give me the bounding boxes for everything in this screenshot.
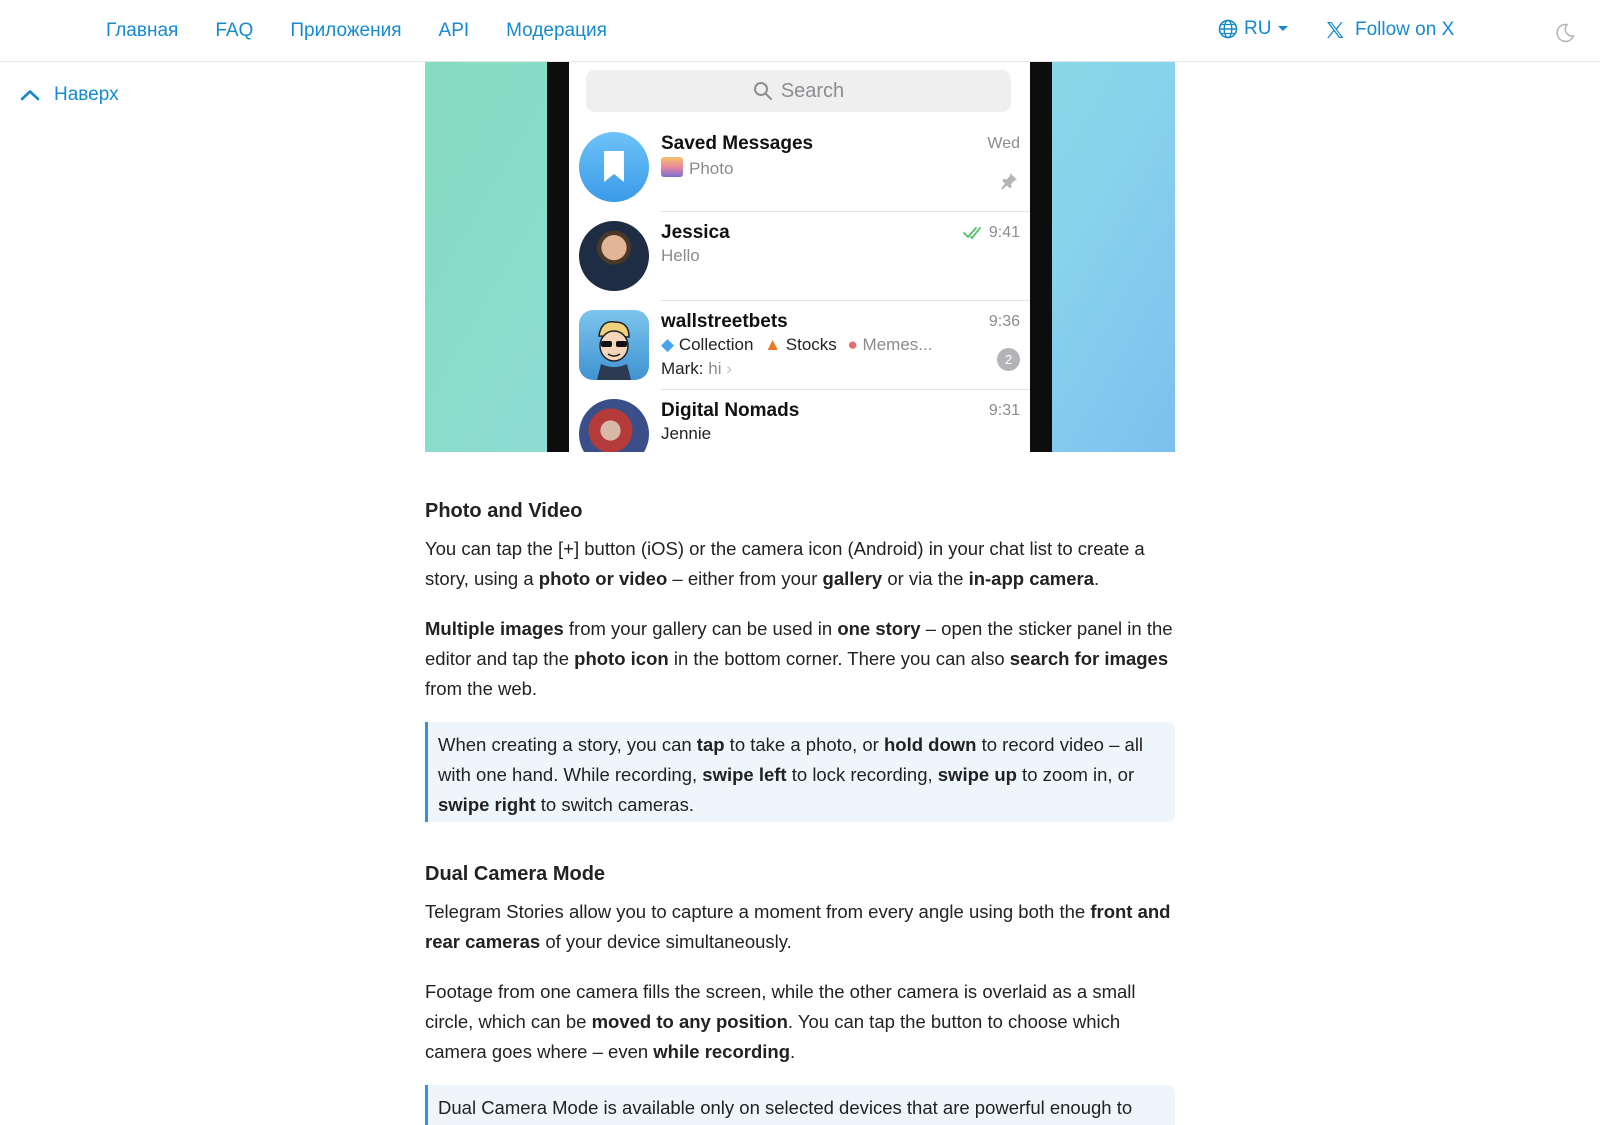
chat-row-jessica xyxy=(569,211,1030,301)
chevron-up-icon xyxy=(20,89,40,101)
caret-down-icon xyxy=(1277,25,1289,33)
chat-time: 9:36 xyxy=(988,313,1020,330)
digital-nomads-avatar xyxy=(579,399,649,452)
stories-hero-image xyxy=(425,62,1175,452)
tip-note-dual-camera: Dual Camera Mode is available only on selected devices that are powerful enough to xyxy=(425,1085,1175,1125)
chat-name: Saved Messages xyxy=(661,133,814,154)
chat-preview: Jennie xyxy=(661,424,712,443)
back-to-top-label: Наверх xyxy=(54,84,119,105)
search-icon xyxy=(753,81,773,101)
diamond-icon: ◆ xyxy=(661,335,675,354)
globe-icon xyxy=(1218,19,1238,39)
phone-screen xyxy=(569,62,1030,452)
follow-on-x-link[interactable] xyxy=(1325,19,1454,41)
follow-label: Follow on X xyxy=(1355,19,1455,40)
chat-preview: Mark: hi › xyxy=(661,359,732,378)
back-to-top-link[interactable] xyxy=(20,84,119,106)
x-logo-icon xyxy=(1325,20,1345,40)
double-check-icon xyxy=(963,226,985,240)
chat-time: 9:41 xyxy=(963,224,1020,242)
chat-time: Wed xyxy=(987,135,1020,152)
pin-icon xyxy=(1000,172,1018,190)
chat-row-digital-nomads xyxy=(569,389,1030,452)
nav-faq[interactable]: FAQ xyxy=(215,20,254,41)
chat-name: Digital Nomads xyxy=(661,400,800,421)
chat-preview: Photo xyxy=(661,157,733,179)
saved-messages-avatar xyxy=(579,132,649,202)
chat-search-bar xyxy=(586,70,1011,112)
paragraph-dual-camera-2: Footage from one camera fills the screen, while the other camera is overlaid as a small circle, which can be moved to any position. You can tap the button to choose which camera goes where – even while recording. xyxy=(425,981,1136,1062)
nav-apps[interactable]: Приложения xyxy=(290,20,402,41)
dark-mode-toggle-icon[interactable] xyxy=(1554,22,1576,44)
main-nav xyxy=(106,0,607,62)
chat-name: Jessica xyxy=(661,222,730,243)
chat-preview: Hello xyxy=(661,246,700,265)
language-label: RU xyxy=(1244,18,1272,39)
paragraph-dual-camera-1: Telegram Stories allow you to capture a moment from every angle using both the front and rear cameras of your device simultaneously. xyxy=(425,901,1171,952)
chat-name: wallstreetbets xyxy=(661,311,788,332)
nav-home[interactable]: Главная xyxy=(106,20,179,41)
bookmark-icon xyxy=(579,132,649,202)
chat-time: 9:31 xyxy=(988,402,1020,419)
jessica-avatar xyxy=(579,221,649,291)
fire-icon: ▲ xyxy=(764,335,782,354)
nav-moderation[interactable]: Модерация xyxy=(506,20,607,41)
top-header xyxy=(0,0,1600,62)
section-title-dual-camera: Dual Camera Mode xyxy=(425,863,606,885)
wallstreetbets-avatar xyxy=(579,310,649,380)
search-placeholder: Search xyxy=(780,79,845,102)
tip-note-recording: When creating a story, you can tap to take a photo, or hold down to record video – all with one hand. While recording, swipe left to lock recording, swipe up to zoom in, or swipe right to switch cameras. xyxy=(425,722,1175,822)
photo-thumb-icon xyxy=(661,157,683,177)
chevron-right-icon: › xyxy=(726,359,732,378)
paragraph-photo-video-1: You can tap the [+] button (iOS) or the camera icon (Android) in your chat list to create a story, using a photo or video – either from your gallery or via the in-app camera. xyxy=(425,538,1145,589)
clown-icon: ● xyxy=(847,335,858,354)
chat-row-saved-messages xyxy=(569,122,1030,212)
phone-mockup xyxy=(547,62,1052,452)
chat-row-wallstreetbets xyxy=(569,300,1030,390)
section-title-photo-video: Photo and Video xyxy=(425,500,583,522)
nav-api[interactable]: API xyxy=(438,20,470,41)
language-selector[interactable] xyxy=(1218,18,1289,40)
chat-folders: ◆ Collection ▲ Stocks ● Memes... xyxy=(661,335,933,354)
paragraph-photo-video-2: Multiple images from your gallery can be used in one story – open the sticker panel in the editor and tap the photo icon in the bottom corner. There you can also search for images from the web. xyxy=(425,618,1173,699)
mascot-face-icon xyxy=(579,310,649,380)
unread-badge: 2 xyxy=(997,348,1020,371)
